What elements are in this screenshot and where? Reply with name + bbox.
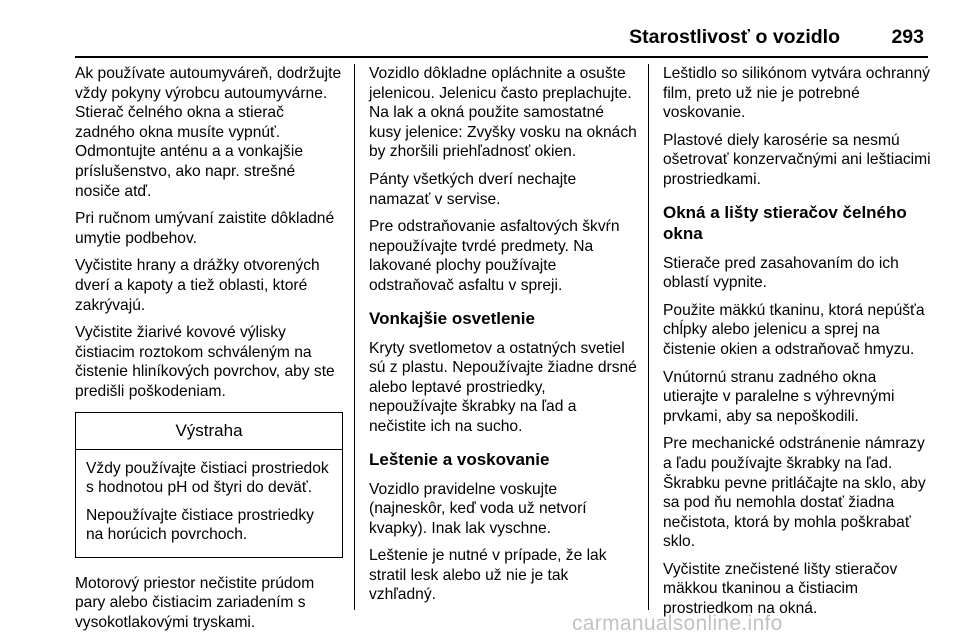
paragraph: Kryty svetlometov a ostatných svetiel sú z plastu. Nepoužívajte žiadne drsné alebo leptavé prostriedky, nepoužívajte škrabky na ľad a nečistite ich na sucho. [369,339,637,435]
watermark: carmanualsonline.info [572,612,783,635]
column-3 [663,64,931,627]
section-heading: Vonkajšie osvetlenie [369,308,535,328]
section-heading: Leštenie a voskovanie [369,449,550,469]
page-header [75,26,928,54]
warning-body [76,450,342,557]
warning-box [75,412,343,558]
page-number: 293 [891,26,924,48]
paragraph: Pre odstraňovanie asfaltových škvŕn nepoužívajte tvrdé predmety. Na lakované plochy používajte odstraňovač asfaltu v spreji. [369,218,620,294]
paragraph: Vnútornú stranu zadného okna utierajte v paralelne s výhrevnými prvkami, aby sa nepoškodili. [663,368,895,425]
paragraph: Ak používate autoumyváreň, dodržujte vždy pokyny výrobcu autoumyvárne. Stierač čelného okna a stierač zadného okna musíte vypnúť. Odmontujte anténu a a vonkajšie príslušenstvo, ako napr. strešné nosiče atď. [75,65,342,200]
paragraph: Motorový priestor nečistite prúdom pary alebo čistiacim zariadením s vysokotlakovými tryskami. [75,574,315,632]
column-divider [354,64,355,610]
page-title: Starostlivosť o vozidlo [629,26,840,48]
paragraph: Vyčistite hrany a drážky otvorených dverí a kapoty a tiež oblasti, ktoré zakrývajú. [75,257,320,314]
paragraph: Pri ručnom umývaní zaistite dôkladné umytie podbehov. [75,210,335,247]
paragraph: Použite mäkkú tkaninu, ktorá nepúšťa chĺpky alebo jelenicu a sprej na čistenie okien a odstraňovač hmyzu. [663,301,925,358]
paragraph: Stierače pred zasahovaním do ich oblastí vypnite. [663,254,899,292]
warning-text: Nepoužívajte čistiace prostriedky na horúcich povrchoch. [86,506,314,544]
column-1 [75,64,343,641]
paragraph: Plastové diely karosérie sa nesmú ošetrovať konzervačnými ani leštiacimi prostriedkami. [663,131,931,188]
column-divider [648,64,649,610]
warning-text: Vždy používajte čistiaci prostriedok s hodnotou pH od štyri do deväť. [86,459,329,497]
paragraph: Vyčistite znečistené lišty stieračov mäkkou tkaninou a čistiacim prostriedkom na okná. [663,560,898,618]
header-rule [75,56,928,58]
column-2 [369,64,637,613]
paragraph: Leštenie je nutné v prípade, že lak stratil lesk alebo už nie je tak vzhľadný. [369,547,607,604]
paragraph: Vozidlo dôkladne opláchnite a osušte jelenicou. Jelenicu často preplachujte. Na lak a okná použite samostatné kusy jelenice: Zvyšky vosku na oknách by zhoršili priehľadnosť okien. [369,65,637,161]
paragraph: Vyčistite žiarivé kovové výlisky čistiacim roztokom schváleným na čistenie hliníkových povrchov, aby ste predišli poškodeniam. [75,324,335,400]
paragraph: Vozidlo pravidelne voskujte (najneskôr, keď voda už netvorí kvapky). Inak lak vyschne. [369,480,587,537]
warning-title: Výstraha [76,413,342,450]
paragraph: Leštidlo so silikónom vytvára ochranný film, preto už nie je potrebné voskovanie. [663,65,930,122]
paragraph: Pre mechanické odstránenie námrazy a ľadu používajte škrabky na ľad. Škrabku pevne pritláčajte na sklo, aby sa pod ňu nemohla dostať žiadna nečistota, ktorá by mohla poškrabať sklo. [663,435,926,551]
paragraph: Pánty všetkých dverí nechajte namazať v servise. [369,170,577,208]
section-heading: Okná a lišty stieračov čelného okna [663,202,907,243]
